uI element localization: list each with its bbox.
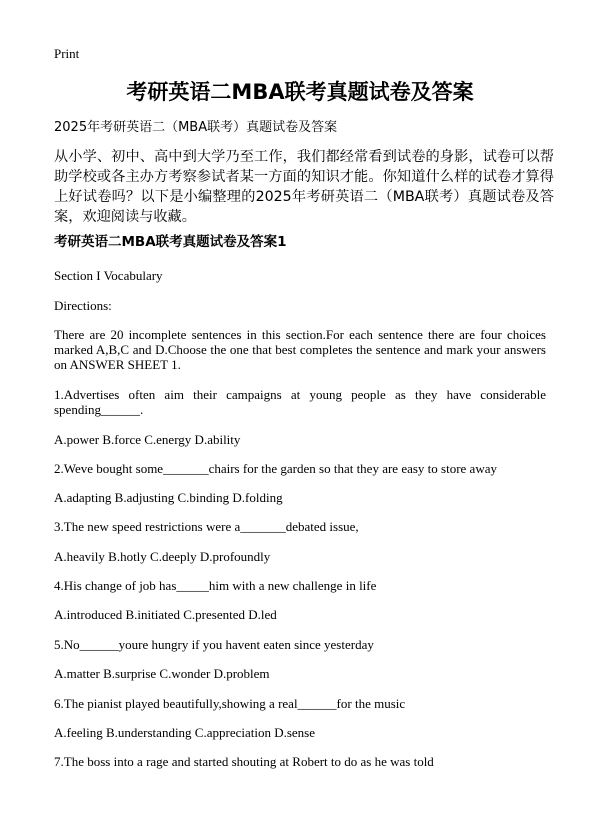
document-subtitle: 2025年考研英语二（MBA联考）真题试卷及答案	[54, 120, 338, 135]
question-4-stem: 4.His change of job has_____him with a new challenge in life	[54, 578, 377, 593]
directions-label: Directions:	[54, 298, 112, 313]
page-title: 考研英语二MBA联考真题试卷及答案	[126, 80, 474, 104]
question-2-options: A.adapting B.adjusting C.binding D.folding	[54, 490, 283, 505]
section-title: Section I Vocabulary	[54, 268, 163, 283]
question-7-stem: 7.The boss into a rage and started shouting at Robert to do as he was told	[54, 754, 434, 769]
question-3-stem: 3.The new speed restrictions were a_______debated issue,	[54, 519, 359, 534]
question-1-options: A.power B.force C.energy D.ability	[54, 432, 241, 447]
directions-text: There are 20 incomplete sentences in this section.For each sentence there are four choices marked A,B,C and D.Choose the one that best completes the sentence and mark your answers on ANSWER SHEET 1.	[54, 327, 546, 372]
question-5-options: A.matter B.surprise C.wonder D.problem	[54, 666, 270, 681]
print-label: Print	[54, 46, 80, 61]
section-heading: 考研英语二MBA联考真题试卷及答案1	[54, 234, 287, 250]
question-5-stem: 5.No______youre hungry if you havent eaten since yesterday	[54, 637, 374, 652]
question-4-options: A.introduced B.initiated C.presented D.led	[54, 607, 277, 622]
question-6-stem: 6.The pianist played beautifully,showing a real______for the music	[54, 696, 406, 711]
question-6-options: A.feeling B.understanding C.appreciation D.sense	[54, 725, 316, 740]
intro-paragraph: 从小学、初中、高中到大学乃至工作，我们都经常看到试卷的身影，试卷可以帮助学校或各主办方考察参试者某一方面的知识才能。你知道什么样的试卷才算得上好试卷吗？以下是小编整理的2025年考研英语二（MBA联考）真题试卷及答案，欢迎阅读与收藏。	[54, 149, 554, 225]
question-2-stem: 2.Weve bought some_______chairs for the garden so that they are easy to store away	[54, 461, 497, 476]
question-3-options: A.heavily B.hotly C.deeply D.profoundly	[54, 549, 271, 564]
question-1-stem: 1.Advertises often aim their campaigns at young people as they have considerable spending______.	[54, 387, 546, 417]
